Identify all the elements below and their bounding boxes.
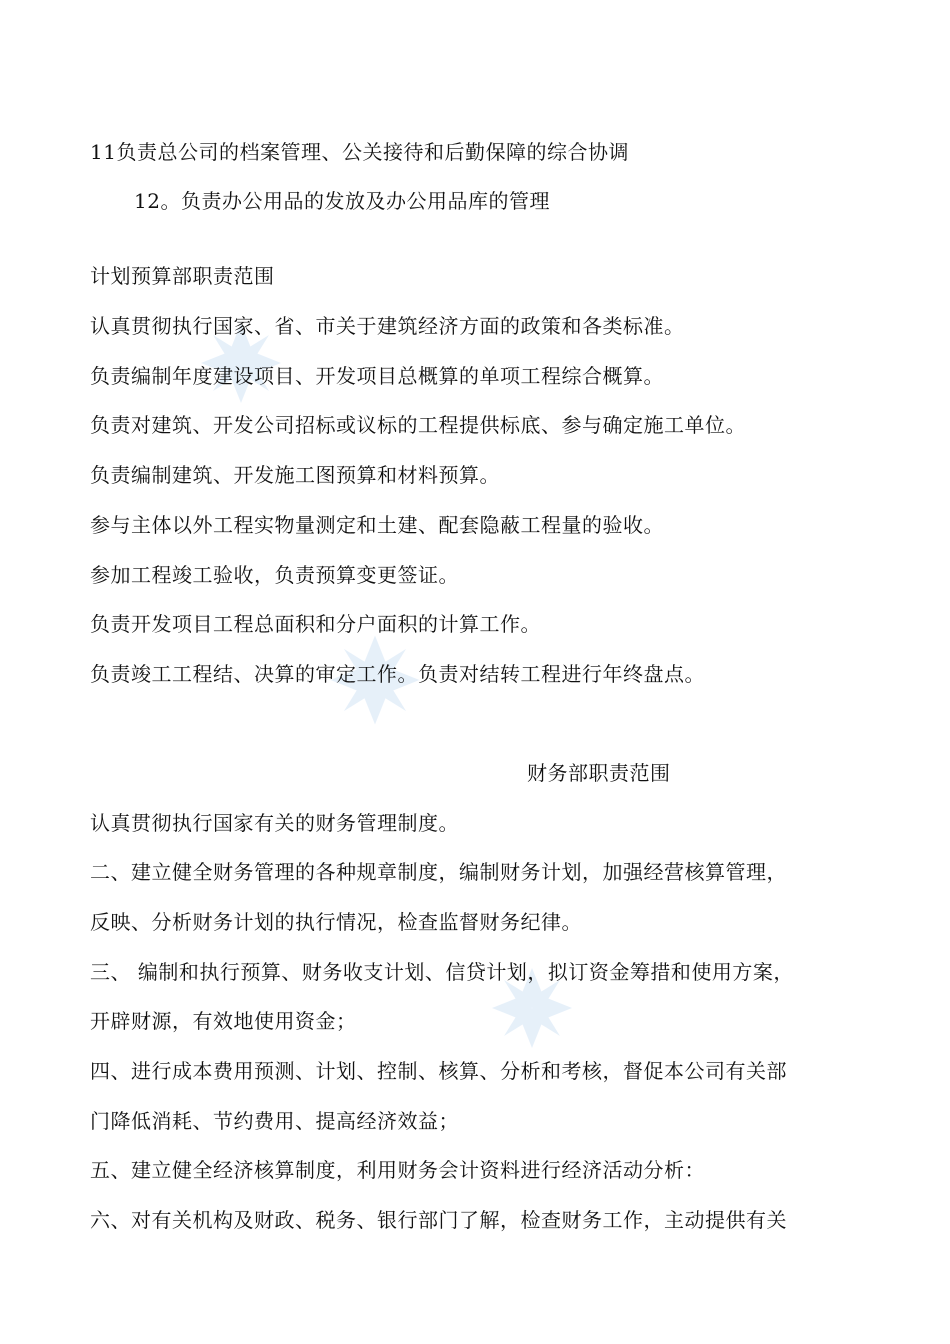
planning-item: 负责竣工工程结、决算的审定工作。负责对结转工程进行年终盘点。 (90, 662, 705, 686)
planning-item: 负责编制建筑、开发施工图预算和材料预算。 (90, 463, 500, 487)
admin-item-11: 11负责总公司的档案管理、公关接待和后勤保障的综合协调 (90, 140, 629, 164)
planning-heading: 计划预算部职责范围 (90, 264, 275, 288)
planning-item: 负责开发项目工程总面积和分户面积的计算工作。 (90, 612, 541, 636)
planning-item: 参与主体以外工程实物量测定和土建、配套隐蔽工程量的验收。 (90, 513, 664, 537)
finance-line: 反映、分析财务计划的执行情况，检查监督财务纪律。 (90, 910, 582, 934)
finance-line: 五、建立健全经济核算制度，利用财务会计资料进行经济活动分析： (90, 1158, 705, 1182)
finance-heading: 财务部职责范围 (527, 761, 671, 785)
planning-item: 参加工程竣工验收，负责预算变更签证。 (90, 563, 459, 587)
finance-line: 四、进行成本费用预测、计划、控制、核算、分析和考核，督促本公司有关部 (90, 1059, 787, 1083)
finance-line: 三、 编制和执行预算、财务收支计划、信贷计划，拟订资金筹措和使用方案， (90, 960, 794, 984)
finance-line: 六、对有关机构及财政、税务、银行部门了解，检查财务工作，主动提供有关 (90, 1208, 787, 1232)
admin-item-12: 12。负责办公用品的发放及办公用品库的管理 (134, 189, 550, 213)
finance-line: 二、建立健全财务管理的各种规章制度，编制财务计划，加强经营核算管理， (90, 860, 787, 884)
planning-item: 认真贯彻执行国家、省、市关于建筑经济方面的政策和各类标准。 (90, 314, 685, 338)
planning-item: 负责编制年度建设项目、开发项目总概算的单项工程综合概算。 (90, 364, 664, 388)
planning-item: 负责对建筑、开发公司招标或议标的工程提供标底、参与确定施工单位。 (90, 413, 746, 437)
finance-line: 认真贯彻执行国家有关的财务管理制度。 (90, 811, 459, 835)
finance-line: 开辟财源，有效地使用资金； (90, 1009, 357, 1033)
finance-line: 门降低消耗、节约费用、提高经济效益； (90, 1109, 459, 1133)
